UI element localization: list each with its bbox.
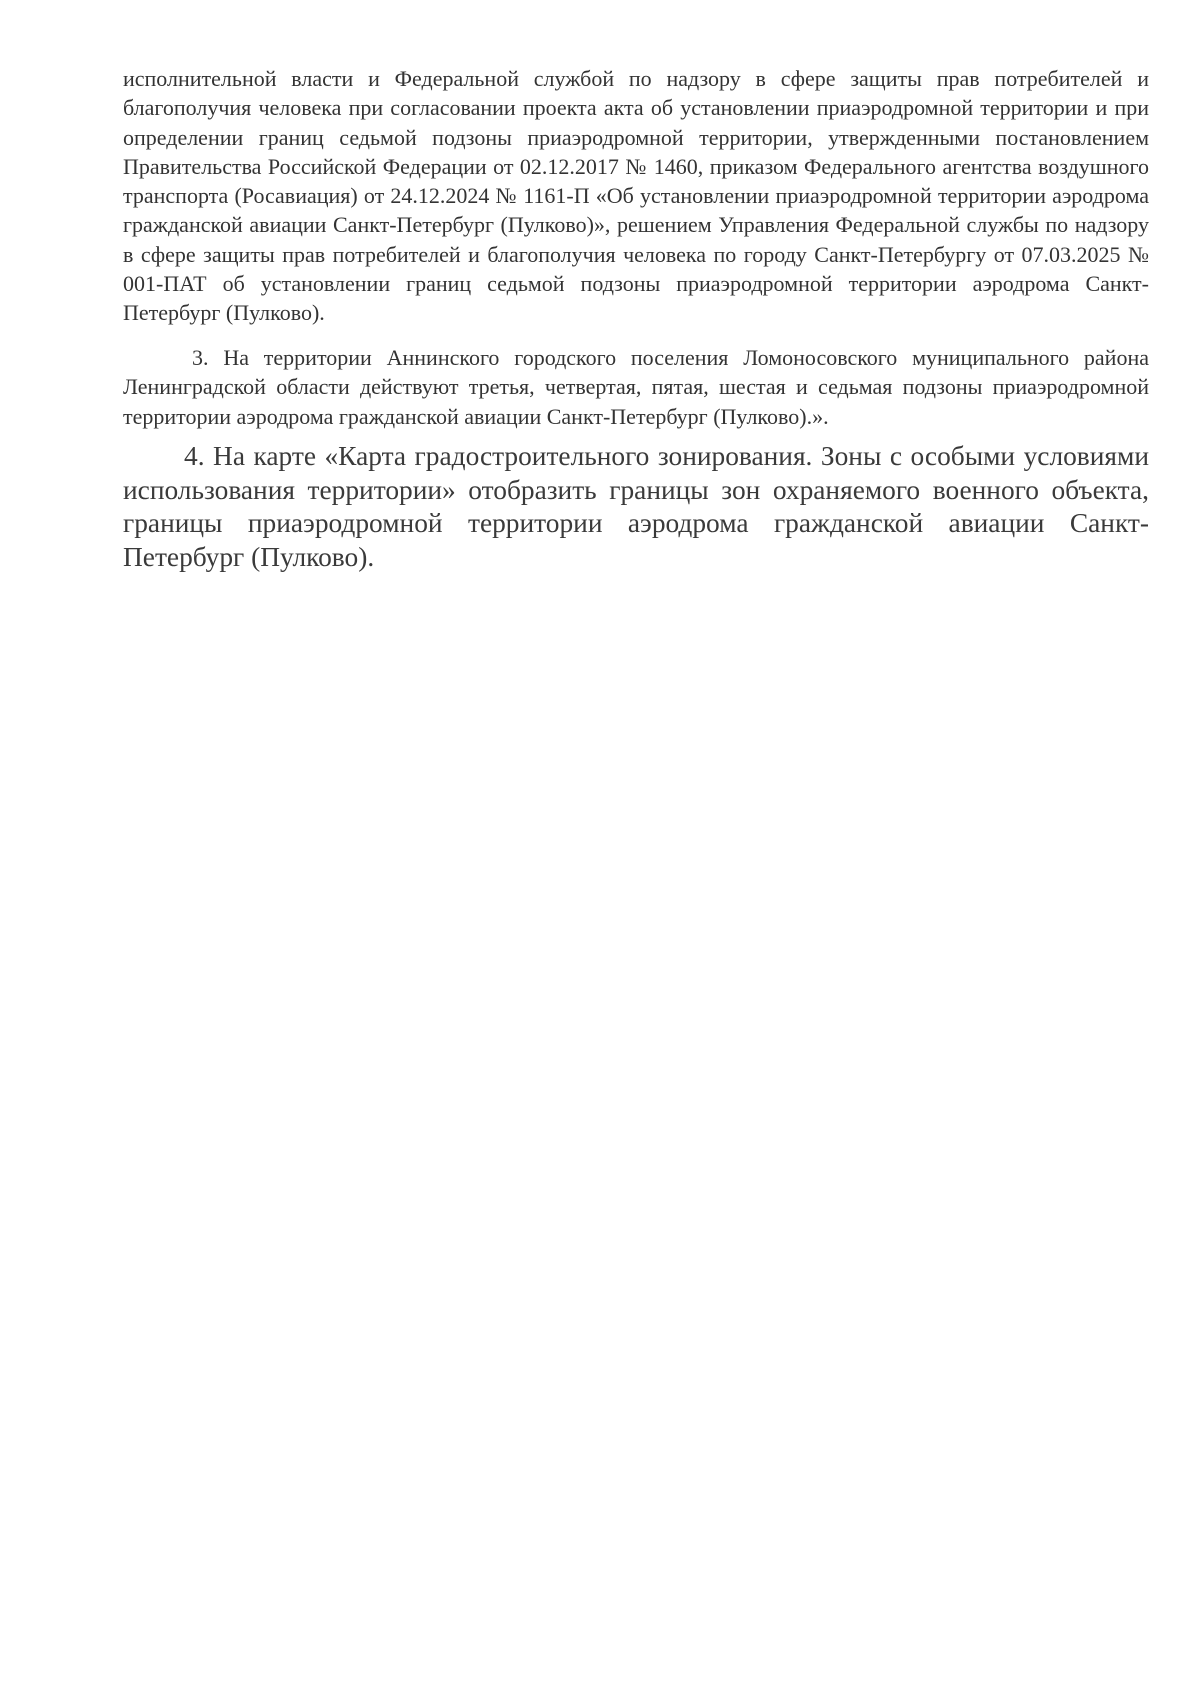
- paragraph-item-3: 3. На территории Аннинского городского поселения Ломоносовского муниципального района Ленинградской области действуют третья, четвертая, пятая, шестая и седьмая подзоны приаэродромной территории аэродрома гражданской авиации Санкт-Петербург (Пулково).».: [123, 345, 1149, 429]
- continued-paragraph: исполнительной власти и Федеральной службой по надзору в сфере защиты прав потребителей и благополучия человека при согласовании проекта акта об установлении приаэродромной территории и при определении границ седьмой подзоны приаэродромной территории, утвержденными постановлением Правительства Российской Федерации от 02.12.2017 № 1460, приказом Федерального агентства воздушного транспорта (Росавиация) от 24.12.2024 № 1161-П «Об установлении приаэродромной территории аэродрома гражданской авиации Санкт-Петербург (Пулково)», решением Управления Федеральной службы по надзору в сфере защиты прав потребителей и благополучия человека по городу Санкт-Петербургу от 07.03.2025 № 001-ПАТ об установлении границ седьмой подзоны приаэродромной территории аэродрома Санкт-Петербург (Пулково).: [123, 66, 1149, 326]
- paragraph-item-4: 4. На карте «Карта градостроительного зонирования. Зоны с особыми условиями использования территории» отобразить границы зон охраняемого военного объекта, границы приаэродромной территории аэродрома гражданской авиации Санкт-Петербург (Пулково).: [123, 441, 1149, 572]
